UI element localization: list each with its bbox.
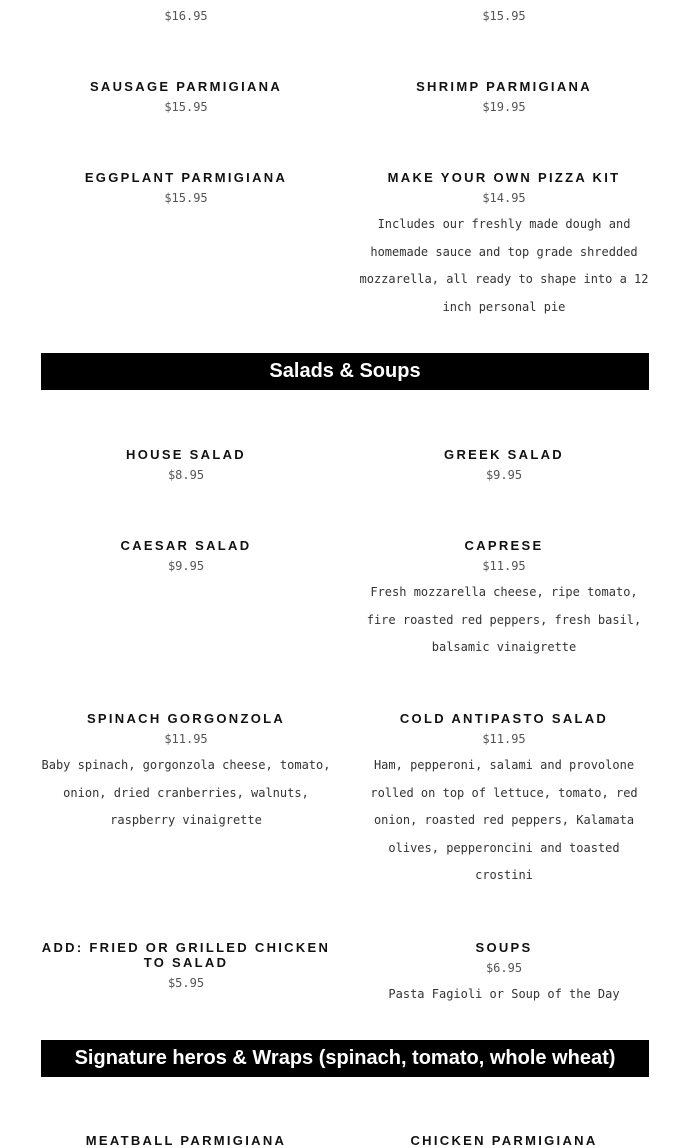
item-name: CAPRESE: [464, 538, 544, 553]
item-name: SPINACH GORGONZOLA: [86, 711, 286, 726]
menu-item-caprese: [359, 538, 649, 662]
item-name: GREEK SALAD: [444, 447, 564, 462]
item-price: $14.95: [482, 191, 526, 205]
item-description: Ham, pepperoni, salami and provolone rolled on top of lettuce, tomato, red onion, roasted red peppers, Kalamata olives, pepperoncini and toasted crostini: [370, 758, 638, 882]
item-description: Pasta Fagioli or Soup of the Day: [388, 987, 620, 1001]
item-price: $15.95: [164, 100, 208, 114]
item-name: CAESAR SALAD: [120, 538, 252, 553]
item-price: $9.95: [485, 468, 523, 482]
menu-item-shrimp-parmigiana: [359, 79, 649, 114]
section-header-signature-heros: Signature heros & Wraps (spinach, tomato, whole wheat): [41, 1040, 649, 1077]
menu-item-eggplant-parmigiana: [41, 170, 331, 205]
item-price: $6.95: [485, 961, 523, 975]
item-description: Baby spinach, gorgonzola cheese, tomato, onion, dried cranberries, walnuts, raspberry vinaigrette: [41, 758, 331, 827]
item-price: $15.95: [164, 191, 208, 205]
item-price: $15.95: [482, 9, 526, 23]
menu-item-cold-antipasto-salad: [359, 711, 649, 890]
menu-item-meatball-parmigiana: [41, 1133, 331, 1148]
item-price: $11.95: [482, 732, 526, 746]
item-name: EGGPLANT PARMIGIANA: [84, 170, 288, 185]
item-price: $16.95: [164, 9, 208, 23]
item-price: $11.95: [482, 559, 526, 573]
item-price: $9.95: [167, 559, 205, 573]
item-name: SHRIMP PARMIGIANA: [416, 79, 592, 94]
menu-item-house-salad: [41, 447, 331, 482]
item-name: HOUSE SALAD: [126, 447, 246, 462]
item-description: Fresh mozzarella cheese, ripe tomato, fire roasted red peppers, fresh basil, balsamic vinaigrette: [366, 585, 642, 654]
item-name: COLD ANTIPASTO SALAD: [399, 711, 609, 726]
item-price: $19.95: [482, 100, 526, 114]
menu-item: [359, 9, 649, 23]
item-name: MAKE YOUR OWN PIZZA KIT: [387, 170, 621, 185]
item-name: ADD: FRIED OR GRILLED CHICKEN TO SALAD: [41, 940, 331, 970]
menu-item-pizza-kit: [359, 170, 649, 321]
item-description: Includes our freshly made dough and homemade sauce and top grade shredded mozzarella, all ready to shape into a 12 inch personal pie: [359, 217, 649, 314]
item-name: CHICKEN PARMIGIANA: [410, 1133, 598, 1148]
menu-item-caesar-salad: [41, 538, 331, 573]
section-header-salads-soups: Salads & Soups: [41, 353, 649, 390]
item-price: $11.95: [164, 732, 208, 746]
menu-item-greek-salad: [359, 447, 649, 482]
menu-item-sausage-parmigiana: [41, 79, 331, 114]
menu-item-spinach-gorgonzola: [41, 711, 331, 835]
menu-item-chicken-parmigiana: [359, 1133, 649, 1148]
item-name: MEATBALL PARMIGIANA: [85, 1133, 287, 1148]
menu-item-soups: [359, 940, 649, 1009]
item-name: SOUPS: [475, 940, 533, 955]
menu-item-add-chicken: [41, 940, 331, 990]
item-name: SAUSAGE PARMIGIANA: [89, 79, 283, 94]
menu-item: [41, 9, 331, 23]
item-price: $8.95: [167, 468, 205, 482]
item-price: $5.95: [167, 976, 205, 990]
